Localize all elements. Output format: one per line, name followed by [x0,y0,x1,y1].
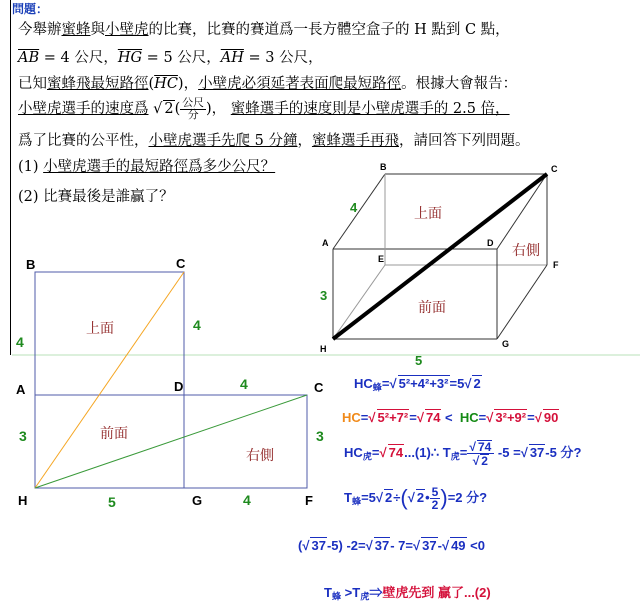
radicand: 49 [451,538,466,553]
text: HC [344,444,363,460]
question-number: (1) [18,159,39,175]
fraction: $\frac{√ 74}{√ 2}$ [467,440,494,467]
text: 爲了比賽的公平性， [18,133,149,149]
radicand: 74 [425,410,441,425]
bee-term: 蜜蜂 [61,22,91,38]
net-vertex-c1: C [176,256,186,271]
text: = [371,444,380,460]
radicand: 37 [311,538,326,553]
edge-ba [333,174,385,249]
text: < [441,410,457,425]
text: HC [342,410,361,425]
subscript: 虎 [360,591,370,602]
net-edge-lengths [16,317,324,510]
vertex-f: F [553,260,559,270]
text: = [409,410,417,425]
text: = 5 公尺， [142,50,221,66]
net-face-front: 前面 [100,425,128,441]
text: >T [341,585,361,600]
sqrt-2: 2 [164,101,174,117]
text: -5) -2= [326,538,366,553]
text: ⇒ [369,585,383,600]
net-len-right-top: 4 [193,317,201,333]
solution-line-1: $HC_蜂=√$ 5²+4²+3²=5√ 2 [354,376,481,393]
net-vertex-labels [16,256,324,508]
text: =5 [449,376,465,391]
text: =5 [361,490,376,505]
net-len-right-side: 3 [316,428,324,444]
text: ，請回答下列問題。 [398,133,530,149]
text: 的比賽，比賽的賽道爲一長方體空盒子的 H 點到 C 點， [148,22,510,38]
net-vertex-a: A [16,382,26,397]
winner-text: 壁虎先到 贏了 [382,585,464,600]
text: 與 [90,22,105,38]
net-len-mid-top: 4 [240,376,248,392]
net-vertex-f: F [305,493,313,508]
denominator: 2 [431,498,439,513]
text: ( [298,538,303,553]
text: T [324,585,332,600]
solution-line-5: (√ 37-5) -2=√ 37- 7=√ 37-√ 49 <0 [298,538,485,553]
net-right-face [184,395,307,488]
text: ...(1) [404,444,431,460]
radicand: 3²+9² [495,410,527,425]
unit-numerator: 公尺 [182,95,204,109]
text: -5 分? [545,444,582,460]
fraction [430,486,441,511]
net-vertex-h: H [18,493,28,508]
segment-hc: $\overline{HC}$ [154,76,178,92]
text: = [527,410,535,425]
face-front: 前面 [418,299,446,315]
solution-line-3: $HC_虎=√$ 74...(1)∴ $T_虎=$ $\frac{√ 74}{√ 2}$ -5 =√ 37-5 分? [344,440,582,468]
edge-eh-hidden [333,265,385,339]
text: ， [297,133,312,149]
text: = 4 公尺， [39,50,118,66]
net-vertex-b: B [26,257,36,272]
bee-speed-term: 蜜蜂選手的速度則是小壁虎選手的 2.5 倍， [230,101,510,117]
vertex-d: D [487,238,494,248]
question-text: 比賽最後是誰贏了？ [43,189,174,205]
path-orange-hc [35,272,184,488]
radicand: 90 [543,410,559,425]
subscript: 蜂 [351,496,362,507]
radicand: 5²+4²+3² [398,376,449,391]
text: HC [354,376,373,391]
net-front-face [35,395,184,488]
text: = 3 公尺， [243,50,323,66]
gecko-path-term: 小壁虎必須延著表面爬最短路徑 [198,76,402,92]
bee-then-term: 蜜蜂選手再飛 [311,133,399,149]
net-face-top: 上面 [86,320,114,336]
solution-line-4: $T_蜂=5√$ 2÷(√ 2• $\frac{5}{2}$ )=2 分? [344,485,488,513]
face-right: 右側 [512,242,540,258]
vertex-g: G [502,339,510,349]
edge-length-ab: 4 [350,200,358,215]
text: = [459,444,468,460]
vertex-b: B [380,162,387,172]
problem-line-3: 已知蜜蜂飛最短路徑$(\overline{HC})$，小壁虎必須延著表面爬最短路徑。根據大會報告： [18,76,518,92]
vertex-h: H [320,344,327,354]
radicand: 37 [374,538,390,553]
text: HC [459,410,479,425]
text: 。根據大會報告： [401,76,518,92]
edge-length-ah: 3 [320,288,328,303]
net-len-bottom-side: 4 [243,492,251,508]
solution-line-2: HC=√ 5²+7²=√ 74 < HC=√ 3²+9²=√ 90 [342,410,559,425]
unit-denominator: 分 [187,107,199,121]
vertex-a: A [322,238,329,248]
net-len-left-front: 3 [19,428,27,444]
segment-ah: $\overline{AH}$ [220,50,244,66]
denominator: 2 [481,454,488,468]
gecko-speed-term: 小壁虎選手的速度爲 [18,101,149,117]
net-vertex-g: G [192,493,203,508]
subscript: 虎 [362,451,372,462]
question-number: (2) [18,189,39,205]
radicand: 2 [385,490,393,505]
text: - 7= [390,538,413,553]
text: = [360,410,369,425]
radicand: 2 [416,490,425,505]
subscript: 虎 [450,451,460,462]
problem-line-4: 小壁虎選手的速度爲 √ 2( $\frac{\text{公尺}}{\text{分}}$ )， 蜜蜂選手的速度則是小壁虎選手的 2.5 倍， [18,95,510,121]
numerator: 74 [477,440,492,454]
text: ÷ [393,490,401,505]
text: ， [183,76,199,92]
net-face-right: 右側 [246,447,274,463]
edge-fg [497,265,547,339]
question-text: 小壁虎選手的最短路徑爲多少公尺？ [43,159,276,175]
subscript: 蜂 [372,382,382,393]
radicand: 37 [422,538,437,553]
subscript: 蜂 [331,591,342,602]
radicand: 2 [473,376,481,391]
text: 已知 [18,76,47,92]
radicand: 37 [529,444,545,460]
text: - [437,538,442,553]
text: =2 分? [447,490,488,505]
solution-line-6 [324,582,491,603]
gecko-first-term: 小壁虎選手先爬 5 分鐘 [148,133,298,149]
net-vertex-d: D [174,379,184,394]
text: -5 = [494,444,521,460]
problem-label: 問題： [12,2,49,16]
segment-hg: $\overline{HG}$ [117,50,143,66]
gecko-term: 小壁虎 [105,22,149,38]
vertex-e: E [378,254,385,264]
net-len-left-top: 4 [16,334,24,350]
numerator: 5 [431,485,439,500]
vertex-c: C [551,164,558,174]
net-len-bottom-front: 5 [108,494,116,510]
text: • [425,490,430,505]
radicand: 5²+7² [377,410,409,425]
net-vertex-c2: C [314,380,324,395]
text: ∴ T [430,444,451,460]
text: = [478,410,487,425]
segment-ab: $\overline{AB}$ [18,50,40,66]
text: ...(2) [463,585,491,600]
face-top: 上面 [414,205,442,221]
edge-cd [497,174,547,249]
radicand: 74 [388,444,404,460]
text: 今舉辦 [18,22,62,38]
text: T [344,490,352,505]
text: = [381,376,390,391]
path-green-hc [35,395,307,488]
edge-length-hg: 5 [415,353,423,368]
text: <0 [466,538,485,553]
bee-path-term: 蜜蜂飛最短路徑 [47,76,149,92]
